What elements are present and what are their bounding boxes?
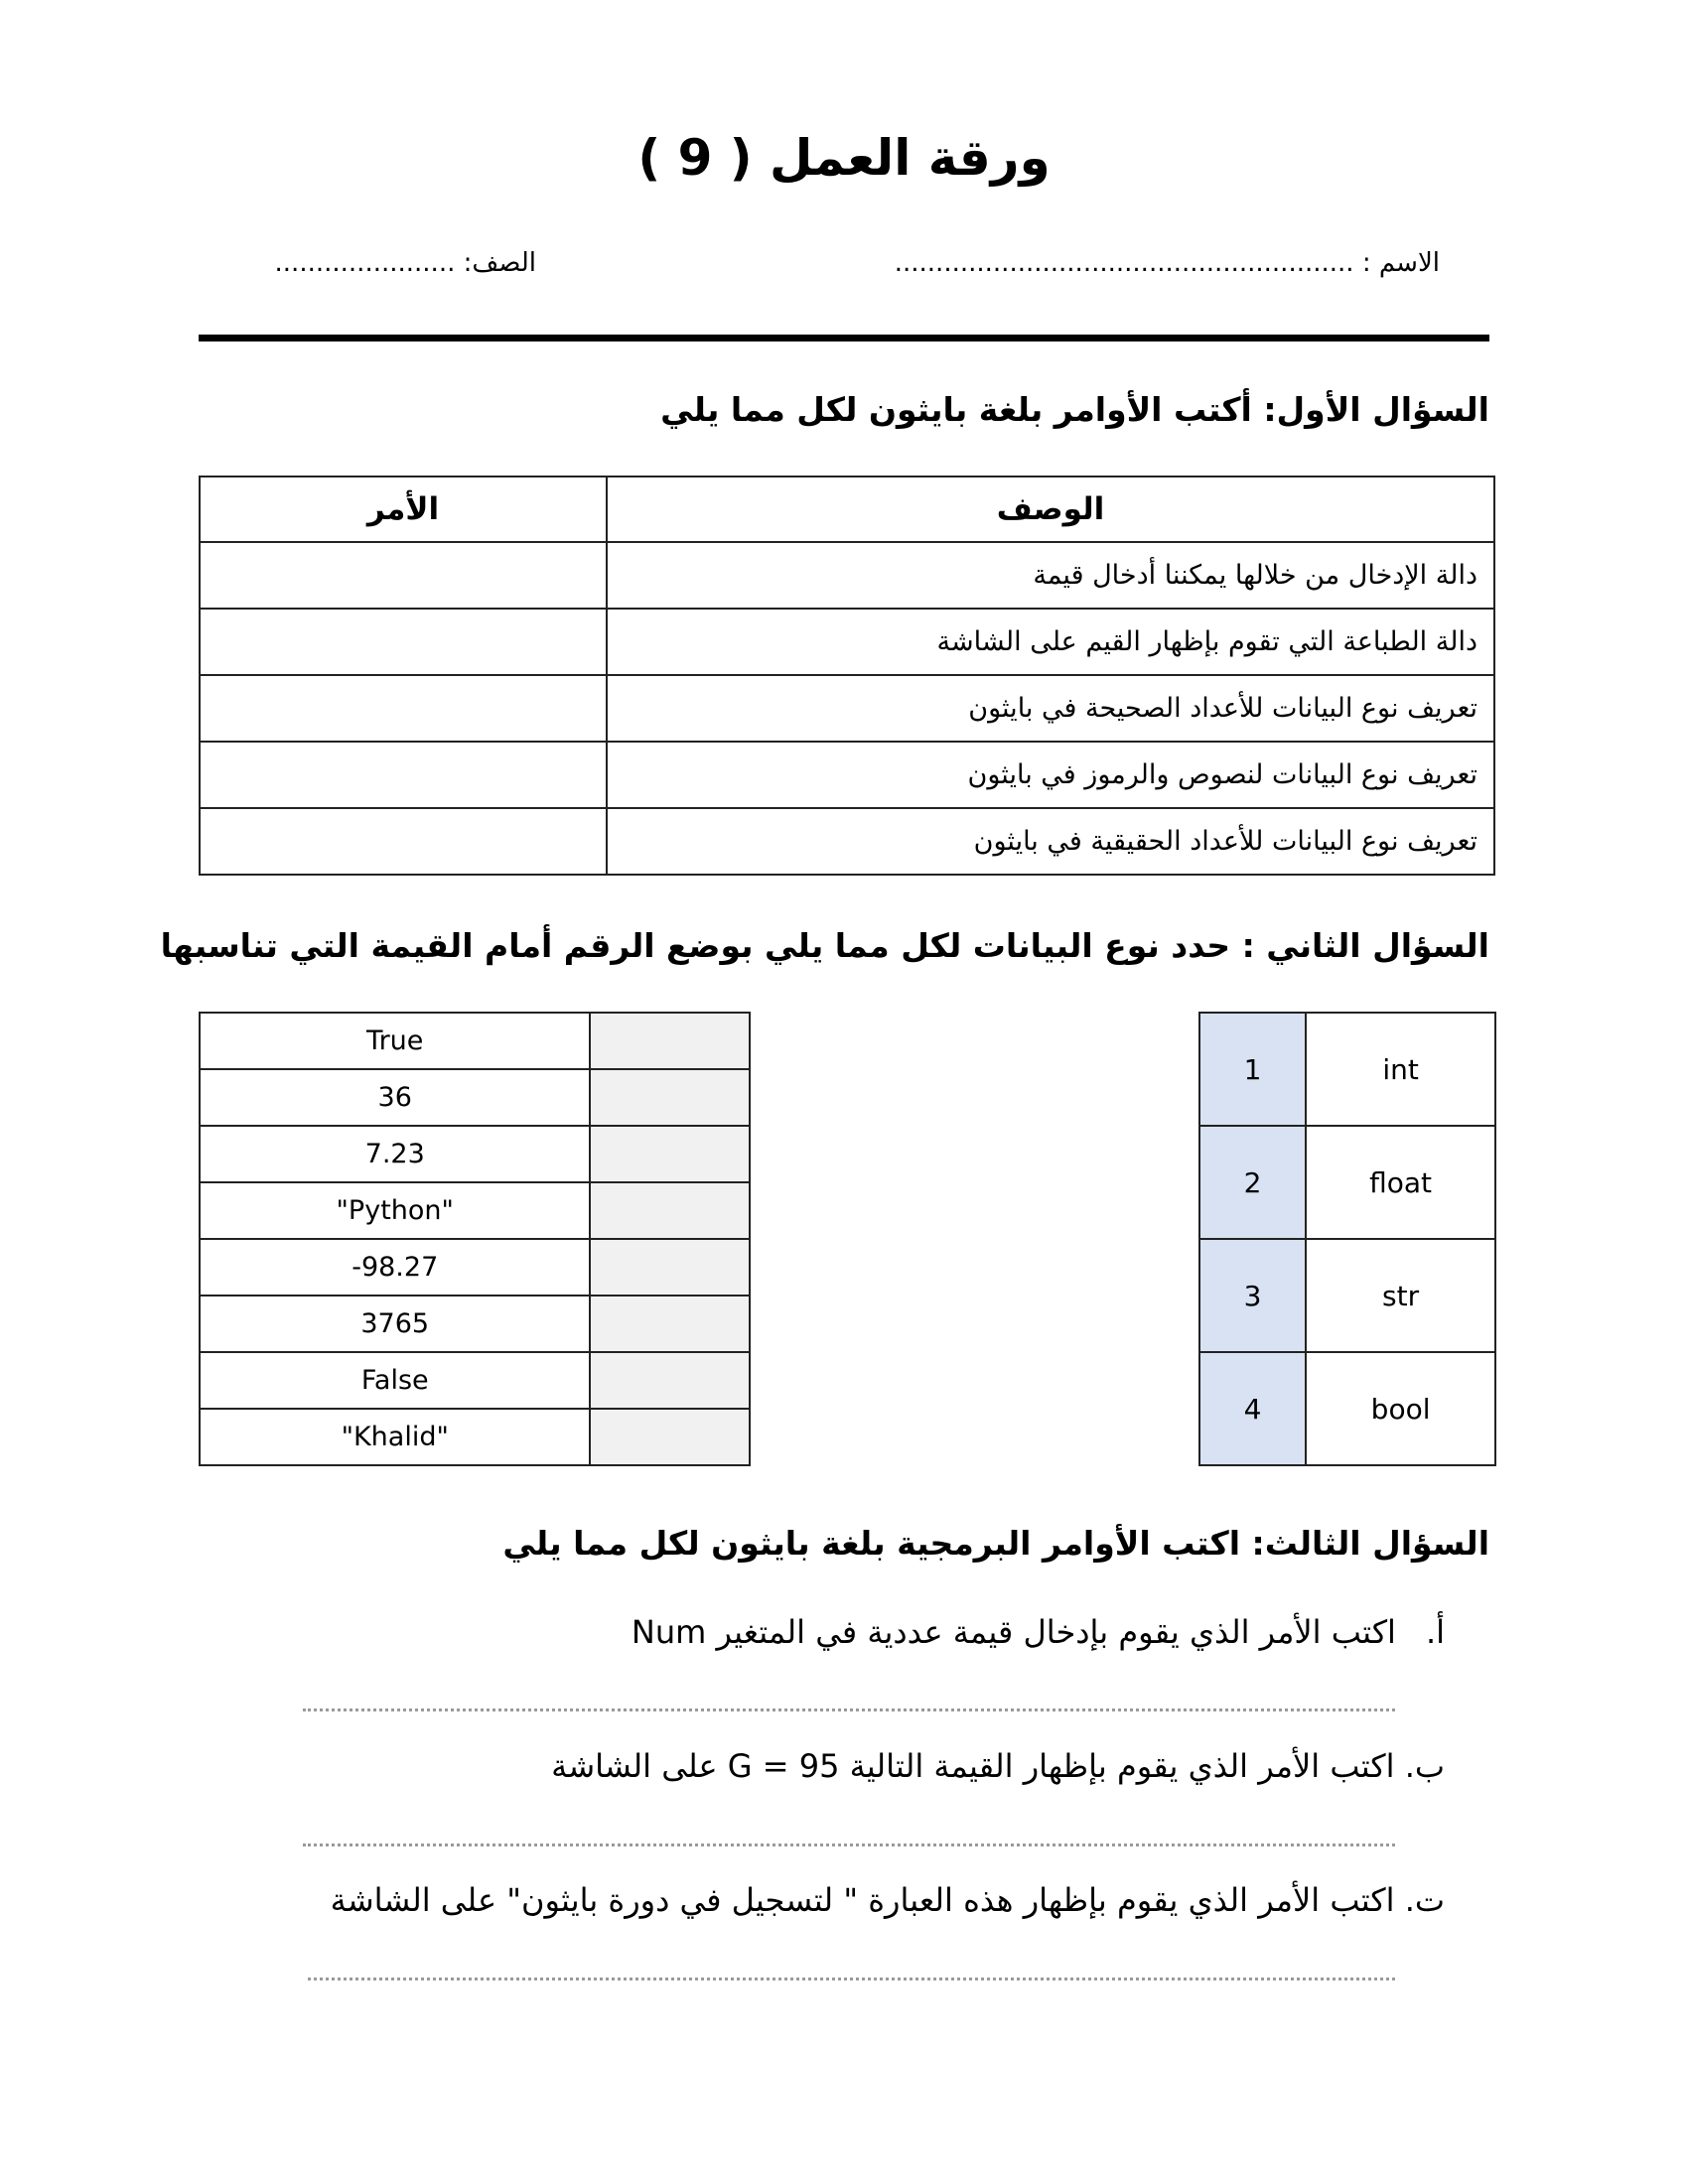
table-row — [200, 1182, 750, 1239]
description-cell: تعريف نوع البيانات للأعداد الصحيحة في بايثون — [607, 675, 1494, 742]
name-label: الاسم : — [1361, 248, 1440, 278]
value-cell: False — [200, 1352, 590, 1409]
item-text: اكتب الأمر الذي يقوم بإدخال قيمة عددية في المتغير Num — [631, 1613, 1396, 1651]
question-1-table — [199, 476, 1495, 876]
table-row — [200, 609, 1494, 675]
type-number-cell: 4 — [1199, 1352, 1306, 1465]
value-cell: "Python" — [200, 1182, 590, 1239]
table-row — [200, 1296, 750, 1352]
command-answer-cell[interactable] — [200, 808, 607, 875]
answer-cell[interactable] — [590, 1013, 750, 1069]
question-2-heading: السؤال الثاني : حدد نوع البيانات لكل مما يلي بوضع الرقم أمام القيمة التي تناسبها — [160, 926, 1489, 965]
table-row — [200, 1352, 750, 1409]
data-types-table — [1198, 1012, 1496, 1466]
type-name-cell: int — [1306, 1013, 1495, 1126]
question-3-heading: السؤال الثالث: اكتب الأوامر البرمجية بلغة بايثون لكل مما يلي — [502, 1524, 1489, 1563]
type-number-cell: 2 — [1199, 1126, 1306, 1239]
value-cell: True — [200, 1013, 590, 1069]
answer-line-b[interactable] — [303, 1843, 1395, 1846]
description-cell: تعريف نوع البيانات لنصوص والرموز في بايثون — [607, 742, 1494, 808]
answer-line-a[interactable] — [303, 1708, 1395, 1711]
answer-cell[interactable] — [590, 1296, 750, 1352]
table-header-row — [200, 477, 1494, 542]
name-dots: ........................................................ — [894, 248, 1354, 278]
question-3-item-c — [331, 1881, 1445, 1919]
type-number-cell: 1 — [1199, 1013, 1306, 1126]
student-name-field[interactable] — [895, 248, 1440, 278]
values-table — [199, 1012, 751, 1466]
header-divider — [199, 335, 1489, 341]
table-row — [200, 1013, 750, 1069]
description-cell: تعريف نوع البيانات للأعداد الحقيقية في بايثون — [607, 808, 1494, 875]
type-number-cell: 3 — [1199, 1239, 1306, 1352]
value-cell: 7.23 — [200, 1126, 590, 1182]
table-row — [200, 808, 1494, 875]
value-cell: 3765 — [200, 1296, 590, 1352]
item-text: اكتب الأمر الذي يقوم بإظهار القيمة التالية G = 95 على الشاشة — [551, 1747, 1395, 1785]
answer-cell[interactable] — [590, 1409, 750, 1465]
table-row — [200, 1409, 750, 1465]
type-name-cell: bool — [1306, 1352, 1495, 1465]
answer-cell[interactable] — [590, 1069, 750, 1126]
table-row — [200, 742, 1494, 808]
table-row — [1199, 1126, 1495, 1239]
table-row — [1199, 1013, 1495, 1126]
table-row — [1199, 1352, 1495, 1465]
answer-cell[interactable] — [590, 1126, 750, 1182]
command-answer-cell[interactable] — [200, 609, 607, 675]
question-3-item-a — [632, 1613, 1445, 1651]
description-cell: دالة الطباعة التي تقوم بإظهار القيم على الشاشة — [607, 609, 1494, 675]
student-class-field[interactable] — [275, 248, 536, 278]
table-row — [200, 1126, 750, 1182]
command-answer-cell[interactable] — [200, 742, 607, 808]
item-marker: ب. — [1404, 1747, 1445, 1785]
value-cell: -98.27 — [200, 1239, 590, 1296]
command-answer-cell[interactable] — [200, 675, 607, 742]
value-cell: "Khalid" — [200, 1409, 590, 1465]
description-cell: دالة الإدخال من خلالها يمكننا أدخال قيمة — [607, 542, 1494, 609]
item-text: اكتب الأمر الذي يقوم بإظهار هذه العبارة " لتسجيل في دورة بايثون" على الشاشة — [330, 1881, 1395, 1919]
table-row — [200, 542, 1494, 609]
answer-cell[interactable] — [590, 1352, 750, 1409]
answer-line-c[interactable] — [308, 1978, 1395, 1980]
column-header-description: الوصف — [607, 477, 1494, 542]
item-marker: ت. — [1404, 1881, 1445, 1919]
item-marker: أ. — [1425, 1613, 1445, 1651]
question-1-heading: السؤال الأول: أكتب الأوامر بلغة بايثون لكل مما يلي — [660, 390, 1489, 429]
table-row — [200, 1069, 750, 1126]
type-name-cell: str — [1306, 1239, 1495, 1352]
answer-cell[interactable] — [590, 1239, 750, 1296]
column-header-command: الأمر — [200, 477, 607, 542]
worksheet-title: ورقة العمل ( 9 ) — [637, 129, 1051, 187]
table-row — [200, 675, 1494, 742]
class-dots: ...................... — [274, 248, 456, 278]
table-row — [200, 1239, 750, 1296]
type-name-cell: float — [1306, 1126, 1495, 1239]
value-cell: 36 — [200, 1069, 590, 1126]
table-row — [1199, 1239, 1495, 1352]
command-answer-cell[interactable] — [200, 542, 607, 609]
class-label: الصف: — [463, 248, 536, 278]
question-3-item-b — [551, 1747, 1445, 1785]
answer-cell[interactable] — [590, 1182, 750, 1239]
